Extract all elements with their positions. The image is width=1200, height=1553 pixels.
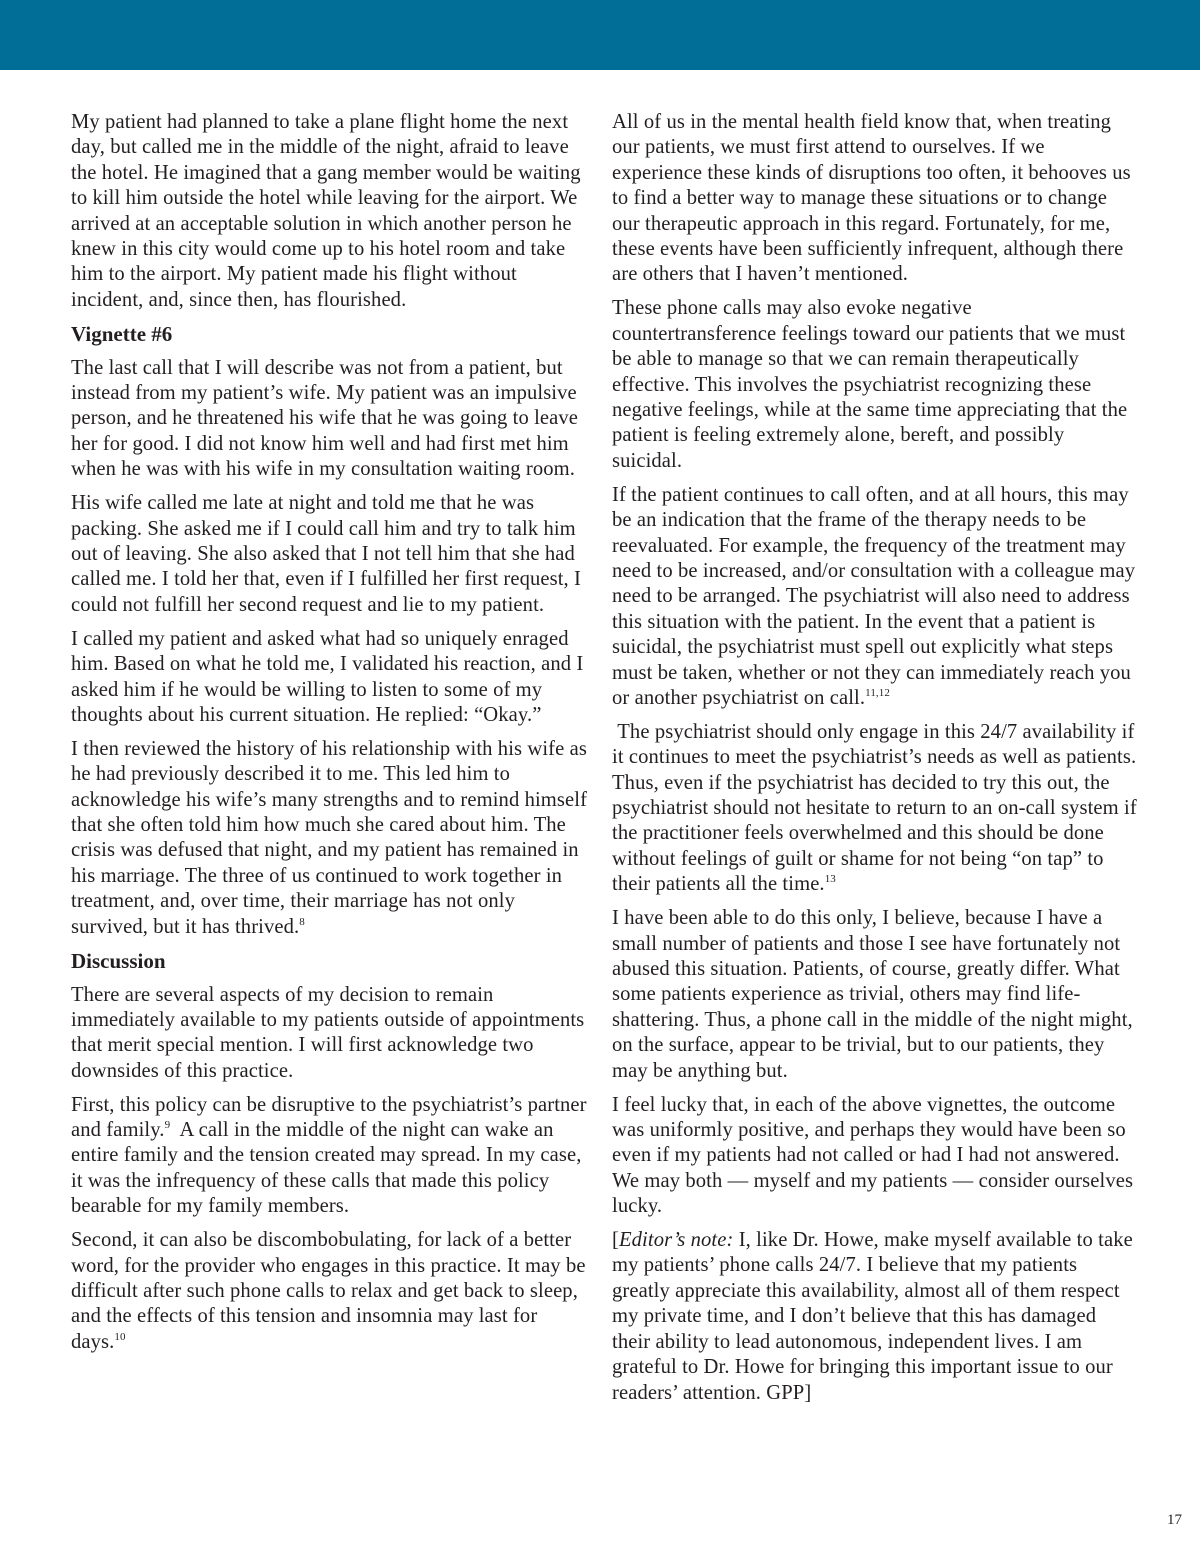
editors-note-label: Editor’s note: — [618, 1229, 734, 1252]
vignette-heading: Vignette #6 — [71, 321, 173, 346]
paragraph-text: I then reviewed the history of his relationship with his wife as he had previously described it to me. This led him to acknowledge his wife’s many strengths and to remind himself that she often told him how much she cared about him. The crisis was defused that night, and my patient has remained in his marriage. The three of us continued to work together in treatment, and, over time, their marriage has not only survived, but it has thrived. — [71, 737, 588, 938]
left-column — [71, 110, 594, 1364]
paragraph: The last call that I will describe was not from a patient, but instead from my patient’s wife. My patient was an impulsive person, and he threatened his wife that he was going to leave her for good. I did not know him well and had first met him when he was with his wife in my consultation waiting room. — [71, 356, 579, 481]
paragraph — [71, 737, 594, 940]
right-column — [612, 110, 1143, 1414]
discussion-heading: Discussion — [71, 948, 166, 973]
reference-superscript: 10 — [114, 1330, 126, 1343]
reference-superscript: 13 — [824, 873, 836, 886]
paragraph — [612, 720, 1143, 898]
page-number: 17 — [1167, 1512, 1182, 1528]
paragraph — [612, 483, 1137, 712]
paragraph — [71, 1228, 594, 1355]
paragraph-text: The psychiatrist should only engage in this 24/7 availability if it continues to meet the psychiatrist’s needs as well as patients. Thus, even if the psychiatrist has decided to try this out, the psychiatrist should not hesitate to return to an on-call system if the practitioner feels overwhelmed and this should be done without feelings of guilt or shame for not being “on tap” to their patients all the time. — [612, 720, 1143, 896]
paragraph-text: A call in the middle of the night can wake an entire family and the tension created may spread. In my case, it was the infrequency of these calls that made this policy bearable for my family members. — [71, 1119, 587, 1218]
reference-superscript: 8 — [299, 915, 305, 928]
editors-note — [612, 1228, 1137, 1406]
paragraph: I called my patient and asked what had so uniquely enraged him. Based on what he told me, I validated his reaction, and I asked him if he would be willing to listen to some of my thoughts about his current situation. He replied: “Okay.” — [71, 627, 584, 726]
paragraph-text: First, this policy can be disruptive to the psychiatrist’s partner and family. — [71, 1093, 592, 1142]
paragraph: I feel lucky that, in each of the above vignettes, the outcome was uniformly positive, and perhaps they would have been so even if my patients had not called or had I had not answered. We may both — myself and my patients — consider ourselves lucky. — [612, 1093, 1134, 1218]
reference-superscript: 11,12 — [865, 687, 890, 700]
editors-note-text: I, like Dr. Howe, make myself available to take my patients’ phone calls 24/7. I believe that my patients greatly appreciate this availability, almost all of them respect my private time, and I don’t believe that this has damaged their ability to lead autonomous, independent lives. I am grateful to Dr. Howe for bringing this important issue to our readers’ attention. GPP] — [612, 1229, 1133, 1404]
bracket-open: [ — [612, 1229, 619, 1252]
paragraph: These phone calls may also evoke negative countertransference feelings toward our patients that we must be able to manage so that we can remain therapeutically effective. This involves the psychiatrist recognizing these negative feelings, while at the same time appreciating that the patient is feeling extremely alone, bereft, and possibly suicidal. — [612, 297, 1128, 472]
paragraph: There are several aspects of my decision to remain immediately available to my patients outside of appointments that merit special mention. I will first acknowledge two downsides of this practice. — [71, 983, 585, 1082]
paragraph — [71, 1093, 594, 1220]
paragraph: I have been able to do this only, I believe, because I have a small number of patients and those I see have fortunately not abused this situation. Patients, of course, greatly differ. What some patients experience as trivial, others may find life-shattering. Thus, a phone call in the middle of the night might, on the surface, appear to be trivial, but to our patients, they may be anything but. — [612, 907, 1133, 1082]
paragraph: My patient had planned to take a plane flight home the next day, but called me in the middle of the night, afraid to leave the hotel. He imagined that a gang member would be waiting to kill him outside the hotel while leaving for the airport. We arrived at an acceptable solution in which another person he knew in this city would come up to his hotel room and take him to the airport. My patient made his flight without incident, and, since then, has flourished. — [71, 111, 581, 311]
reference-superscript: 9 — [164, 1119, 171, 1132]
paragraph-text: If the patient continues to call often, and at all hours, this may be an indication that the frame of the therapy needs to be reevaluated. For example, the frequency of the treatment may need to be increased, and/or consultation with a colleague may need to be arranged. The psychiatrist will also need to address this situation with the patient. In the event that a patient is suicidal, the psychiatrist must spell out explicitly what steps must be taken, whether or not they can immediately reach you or another psychiatrist on call. — [612, 483, 1136, 709]
paragraph: His wife called me late at night and told me that he was packing. She asked me if I could call him and try to talk him out of leaving. She also asked that I not tell him that she had called me. I told her that, even if I fulfilled her first request, I could not fulfill her second request and lie to my patient. — [71, 492, 582, 616]
header-band — [0, 0, 1200, 70]
paragraph-text: Second, it can also be discombobulating, for lack of a better word, for the provider who engages in this practice. It may be difficult after such phone calls to relax and get back to sleep, and the effects of this tension and insomnia may last for days. — [71, 1229, 586, 1353]
paragraph: All of us in the mental health field know that, when treating our patients, we must first attend to ourselves. If we experience these kinds of disruptions too often, it behooves us to find a better way to manage these situations or to change our therapeutic approach in this regard. Fortunately, for me, these events have been sufficiently infrequent, although there are others that I haven’t mentioned. — [612, 111, 1131, 286]
